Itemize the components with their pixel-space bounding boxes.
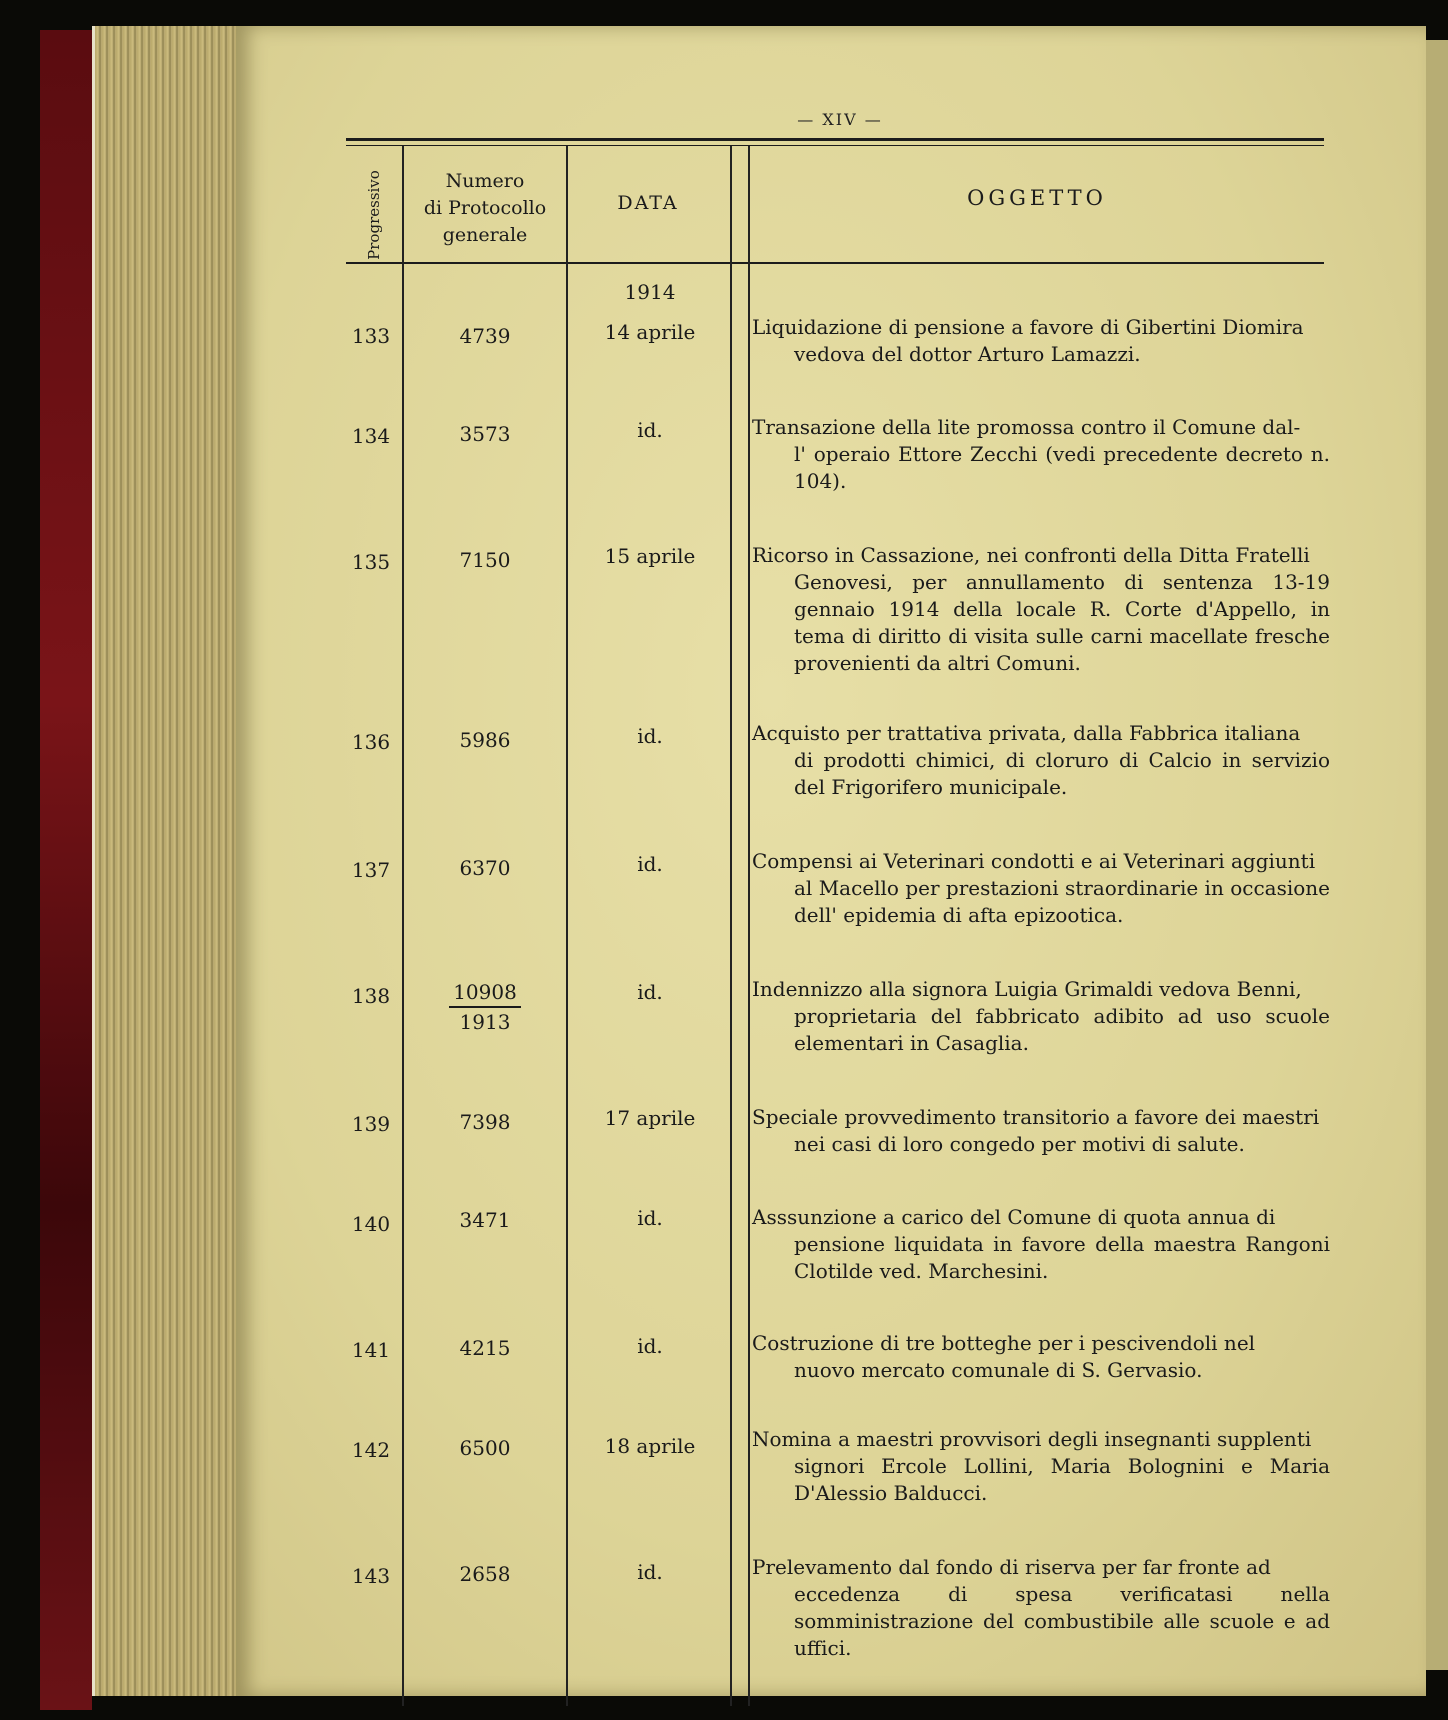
row-protocollo: 4215 xyxy=(459,1336,511,1360)
header-progressivo: Progressivo xyxy=(365,170,383,260)
protocol-fraction xyxy=(449,980,521,1034)
protocol-year: 1913 xyxy=(459,1010,511,1034)
row-date: id. xyxy=(637,1334,663,1358)
row-oggetto xyxy=(752,1554,1330,1662)
row-protocollo: 3573 xyxy=(459,422,511,446)
row-progressivo: 140 xyxy=(351,1212,391,1236)
row-oggetto xyxy=(752,1104,1330,1158)
header-rule xyxy=(346,262,1324,264)
row-date: 18 aprile xyxy=(604,1434,696,1458)
header-numero-line: generale xyxy=(442,224,528,246)
oggetto-continuation: nei casi di loro congedo per motivi di salute. xyxy=(794,1132,1245,1156)
row-progressivo: 141 xyxy=(351,1338,391,1362)
row-progressivo: 134 xyxy=(351,424,391,448)
oggetto-continuation: eccedenza di spesa verificatasi nella somministrazione del combustibile alle scuole e ad uffici. xyxy=(794,1582,1330,1660)
row-date: id. xyxy=(637,852,663,876)
row-date: id. xyxy=(637,1206,663,1230)
row-protocollo: 3471 xyxy=(459,1208,511,1232)
row-oggetto xyxy=(752,414,1330,495)
oggetto-continuation: pensione liquidata in favore della maestra Rangoni Clotilde ved. Marchesini. xyxy=(794,1232,1330,1283)
column-divider xyxy=(402,146,404,1706)
row-protocollo: 7150 xyxy=(459,548,511,572)
oggetto-continuation: nuovo mercato comunale di S. Gervasio. xyxy=(794,1358,1203,1382)
year-label: 1914 xyxy=(624,280,676,304)
column-divider xyxy=(748,146,750,1706)
top-rule-thin xyxy=(346,145,1324,146)
row-oggetto xyxy=(752,1426,1330,1507)
header-numero-protocollo xyxy=(410,168,560,249)
header-numero-line: di Protocollo xyxy=(423,197,547,219)
oggetto-first-line: Costruzione di tre botteghe per i pescivendoli nel xyxy=(752,1331,1256,1355)
oggetto-continuation: al Macello per prestazioni straordinarie in occasione dell' epidemia di afta epizootica. xyxy=(794,876,1330,927)
row-oggetto xyxy=(752,720,1330,801)
row-progressivo: 139 xyxy=(351,1112,391,1136)
row-protocollo: 4739 xyxy=(459,324,511,348)
oggetto-continuation: Genovesi, per annullamento di sentenza 13-19 gennaio 1914 della locale R. Corte d'Appello, in tema di diritto di visita sulle carni macellate fresche provenienti da altri Comuni. xyxy=(794,570,1330,675)
top-rule xyxy=(346,138,1324,141)
row-date: id. xyxy=(637,724,663,748)
oggetto-continuation: signori Ercole Lollini, Maria Bolognini e Maria D'Alessio Balducci. xyxy=(794,1454,1330,1505)
row-protocollo: 6500 xyxy=(459,1436,511,1460)
protocol-number: 10908 xyxy=(449,980,521,1008)
row-date: 15 aprile xyxy=(604,544,696,568)
row-progressivo: 136 xyxy=(351,730,391,754)
page-edges xyxy=(92,26,245,1696)
oggetto-first-line: Prelevamento dal fondo di riserva per far fronte ad xyxy=(752,1555,1271,1579)
oggetto-continuation: di prodotti chimici, di cloruro di Calcio in servizio del Frigorifero municipale. xyxy=(794,748,1330,799)
book-binding xyxy=(40,30,92,1710)
row-oggetto xyxy=(752,1330,1330,1384)
row-progressivo: 133 xyxy=(351,324,391,348)
row-date: id. xyxy=(637,418,663,442)
row-progressivo: 143 xyxy=(351,1564,391,1588)
header-numero-line: Numero xyxy=(445,170,525,192)
oggetto-continuation: l' operaio Ettore Zecchi (vedi precedente decreto n. 104). xyxy=(794,442,1330,493)
row-date: id. xyxy=(637,980,663,1004)
row-protocollo xyxy=(410,980,560,1034)
oggetto-first-line: Indennizzo alla signora Luigia Grimaldi vedova Benni, xyxy=(752,977,1302,1001)
oggetto-continuation: vedova del dottor Arturo Lamazzi. xyxy=(794,342,1141,366)
column-divider xyxy=(566,146,568,1706)
oggetto-first-line: Transazione della lite promossa contro il Comune dal- xyxy=(752,415,1301,439)
row-progressivo: 138 xyxy=(351,984,391,1008)
row-date: id. xyxy=(637,1560,663,1584)
row-oggetto xyxy=(752,314,1330,368)
oggetto-first-line: Compensi ai Veterinari condotti e ai Veterinari aggiunti xyxy=(752,849,1316,873)
row-oggetto xyxy=(752,542,1330,677)
row-protocollo: 7398 xyxy=(459,1110,511,1134)
header-oggetto: OGGETTO xyxy=(967,186,1107,210)
column-divider xyxy=(730,146,732,1706)
row-oggetto xyxy=(752,848,1330,929)
row-oggetto xyxy=(752,1204,1330,1285)
oggetto-continuation: proprietaria del fabbricato adibito ad uso scuole elementari in Casaglia. xyxy=(794,1004,1330,1055)
row-progressivo: 135 xyxy=(351,550,391,574)
page-number: — XIV — xyxy=(797,110,883,129)
row-protocollo: 5986 xyxy=(459,728,511,752)
oggetto-first-line: Speciale provvedimento transitorio a favore dei maestri xyxy=(752,1105,1320,1129)
row-progressivo: 137 xyxy=(351,858,391,882)
row-date: 14 aprile xyxy=(604,320,696,344)
oggetto-first-line: Ricorso in Cassazione, nei confronti della Ditta Fratelli xyxy=(752,543,1310,567)
row-date: 17 aprile xyxy=(604,1106,696,1130)
oggetto-first-line: Liquidazione di pensione a favore di Gibertini Diomira xyxy=(752,315,1304,339)
oggetto-first-line: Nomina a maestri provvisori degli insegnanti supplenti xyxy=(752,1427,1312,1451)
row-protocollo: 6370 xyxy=(459,856,511,880)
header-data: DATA xyxy=(617,192,679,214)
oggetto-first-line: Acquisto per trattativa privata, dalla Fabbrica italiana xyxy=(752,721,1301,745)
facing-page-edge xyxy=(1426,40,1448,1670)
row-protocollo: 2658 xyxy=(459,1562,511,1586)
row-oggetto xyxy=(752,976,1330,1057)
oggetto-first-line: Asssunzione a carico del Comune di quota annua di xyxy=(752,1205,1276,1229)
row-progressivo: 142 xyxy=(351,1438,391,1462)
